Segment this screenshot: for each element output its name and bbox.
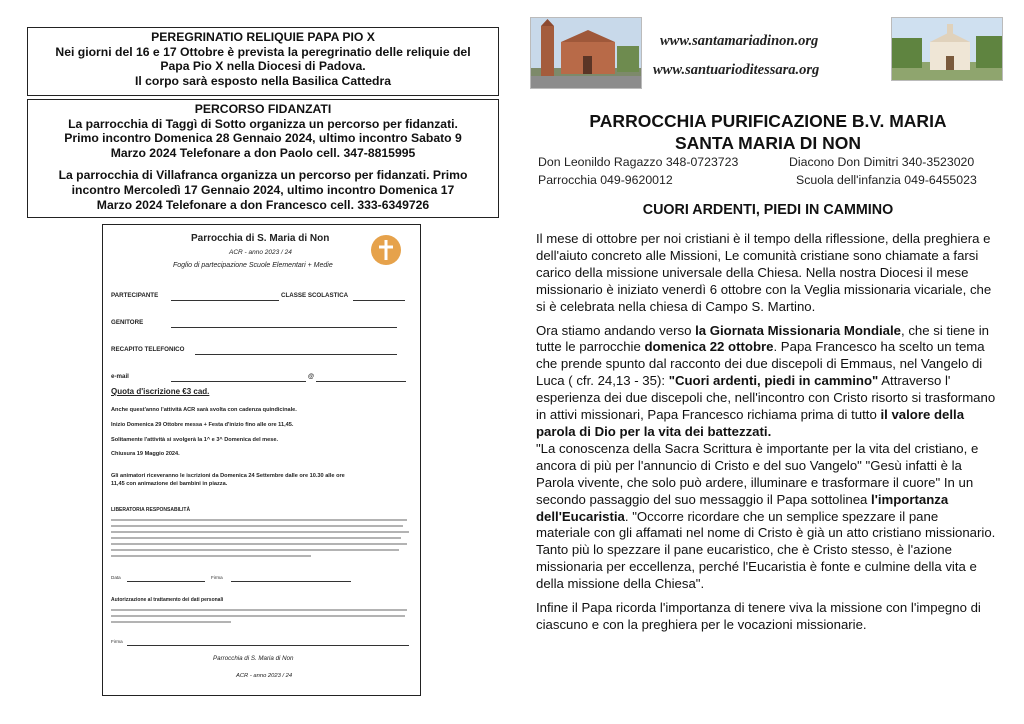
genitore-label: GENITORE (111, 319, 144, 326)
contact-parroco: Don Leonildo Ragazzo 348-0723723 (538, 155, 739, 169)
form-text-line: Gli animatori riceveranno le iscrizioni da Domenica 24 Settembre dalle ore 10.30 alle ore (111, 473, 345, 479)
text-run-bold: l'importanza dell'Eucaristia (536, 491, 949, 524)
form-footer-year: ACR - anno 2023 / 24 (236, 673, 293, 679)
text-run: . Papa Francesco ha scelto un tema che prende spunto dal racconto dei due discepoli di Emmaus, nel Vangelo di Luca ( cfr. 24,13 - 35): (536, 339, 985, 389)
form-text-line: 11,45 con animazione dei bambini in piazza. (111, 481, 228, 487)
peregrinatio-title: PEREGRINATIO RELIQUIE PAPA PIO X (151, 30, 375, 44)
percorso-line: La parrocchia di Villafranca organizza un percorso per fidanzati. Primo (58, 168, 468, 183)
form-text-line: Anche quest'anno l'attività ACR sarà svolta con cadenza quindicinale. (111, 407, 297, 413)
text-run-bold: il valore della parola di Dio per la vita dei battezzati. (536, 407, 965, 439)
article-paragraph (536, 323, 996, 441)
article-paragraph: Infine il Papa ricorda l'importanza di tenere viva la missione con l'impegno di ciascuno e con la preghiera per le vocazioni missionarie. (536, 600, 981, 632)
autorizzazione-title: Autorizzazione al trattamento dei dati personali (111, 597, 224, 603)
contact-diacono: Diacono Don Dimitri 340-3523020 (789, 155, 975, 169)
percorso-line: incontro Mercoledì 17 Gennaio 2024, ultimo incontro Domenica 17 (71, 182, 455, 197)
email-line-domain[interactable] (316, 381, 406, 382)
classe-line[interactable] (353, 300, 405, 301)
peregrinatio-line: Nei giorni del 16 e 17 Ottobre è prevista la peregrinatio delle reliquie del (55, 44, 471, 59)
email-line-user[interactable] (171, 381, 306, 382)
text-run: . "Occorre ricordare che un semplice spezzare il pane materiale con gli affamati nel nome di Cristo è già un atto cristiano missionario. Tanto più lo spezzare il pane eucaristico, che è Cristo stesso, è l'azione missionaria per eccellenza, perché l'Eucaristia è fonte e culmine della vita e della missione della Chiesa". (536, 508, 996, 592)
recapito-line[interactable] (195, 354, 397, 355)
contact-scuola: Scuola dell'infanzia 049-6455023 (796, 173, 977, 187)
church-photo-santa-maria (530, 17, 642, 89)
firma-line-2[interactable] (127, 645, 409, 646)
form-footer-parish: Parrocchia di S. Maria di Non (213, 655, 294, 662)
article-body (536, 231, 996, 641)
text-run-bold: domenica 22 ottobre (644, 339, 774, 355)
percorso-line: Marzo 2024 Telefonare a don Francesco cell. 333-6349726 (96, 197, 430, 212)
form-foglio: Foglio di partecipazione Scuole Elementari + Medie (173, 262, 333, 269)
liberatoria-fine-print (111, 517, 411, 561)
parish-place: SANTA MARIA DI NON (674, 133, 861, 153)
website-link-santuarioditessara[interactable]: www.santuarioditessara.org (653, 62, 820, 78)
email-at: @ (308, 373, 315, 380)
article-paragraph (536, 441, 996, 593)
data-label: Data (111, 575, 121, 580)
form-subtitle: ACR - anno 2023 / 24 (229, 249, 292, 256)
parish-name: PARROCCHIA PURIFICAZIONE B.V. MARIA (589, 111, 947, 131)
partecipante-line[interactable] (171, 300, 279, 301)
peregrinatio-line: Il corpo sarà esposto nella Basilica Cattedra (134, 73, 392, 88)
partecipante-label: PARTECIPANTE (111, 292, 159, 299)
form-text-line: Chiusura 19 Maggio 2024. (111, 451, 180, 457)
firma-label-2: Firma (111, 639, 123, 644)
form-title: Parrocchia di S. Maria di Non (191, 233, 330, 244)
percorso-line: La parrocchia di Taggì di Sotto organizza un percorso per fidanzati. (68, 116, 458, 131)
acr-logo-icon (371, 235, 401, 265)
autorizzazione-fine-print (111, 607, 411, 625)
form-text-line: Inizio Domenica 29 Ottobre messa + Festa d'inizio fino alle ore 11,45. (111, 422, 294, 428)
text-run: , che si tiene in tutte le parrocchie (536, 322, 989, 355)
text-run: Ora stiamo andando verso (536, 322, 696, 338)
text-run-bold: "Cuori ardenti, piedi in cammino" (668, 373, 879, 389)
data-line[interactable] (127, 581, 205, 582)
article-paragraph: Il mese di ottobre per noi cristiani è il tempo della riflessione, della preghiera e dell'aiuto concreto alle Missioni, Le comunità cristiane sono chiamate a farsi carico della missione universale della Chiesa. Nella nostra Diocesi il mese missionario è iniziato venerdì 6 ottobre con la Veglia missionaria vicariale, che si è celebrata nella chiesa di Campo S. Martino. (536, 231, 992, 314)
peregrinatio-line: Papa Pio X nella Diocesi di Padova. (160, 59, 366, 74)
firma-line[interactable] (231, 581, 351, 582)
percorso-title: PERCORSO FIDANZATI (194, 102, 332, 116)
contact-parrocchia: Parrocchia 049-9620012 (538, 173, 673, 187)
email-label: e-mail (111, 373, 129, 380)
text-run: Attraverso l' esperienza dei due discepoli che, nell'incontro con Cristo risorto si trasformano in attivi missionari, Papa Francesco richiama prima di tutto (536, 373, 996, 423)
form-text-line: Solitamente l'attività si svolgerà la 1^ e 3^ Domenica del mese. (111, 437, 279, 443)
church-photo-tessara (891, 17, 1003, 81)
acr-registration-form (102, 224, 421, 696)
percorso-fidanzati-notice (27, 99, 499, 218)
liberatoria-title: LIBERATORIA RESPONSABILITÀ (111, 507, 191, 513)
classe-label: CLASSE SCOLASTICA (281, 292, 349, 299)
peregrinatio-notice (27, 27, 499, 96)
firma-label: Firma (211, 575, 223, 580)
recapito-label: RECAPITO TELEFONICO (111, 346, 185, 353)
percorso-line: Primo incontro Domenica 28 Gennaio 2024, ultimo incontro Sabato 9 (64, 131, 462, 146)
article-title: CUORI ARDENTI, PIEDI IN CAMMINO (642, 202, 894, 218)
percorso-line: Marzo 2024 Telefonare a don Paolo cell. 347-8815995 (110, 145, 416, 160)
genitore-line[interactable] (171, 327, 397, 328)
text-run-bold: la Giornata Missionaria Mondiale (695, 322, 901, 338)
website-link-santamariadinon[interactable]: www.santamariadinon.org (660, 33, 819, 49)
form-quota: Quota d'iscrizione €3 cad. (111, 387, 210, 396)
text-run: "La conoscenza della Sacra Scrittura è importante per la vita del cristiano, e ancora di più per l'annuncio di Cristo e del suo Vangelo" "Gesù infatti è la Parola vivente, che solo può ardere, illuminare e trasformare il cuore" In un secondo passaggio del suo messaggio il Papa sottolinea (536, 440, 979, 507)
